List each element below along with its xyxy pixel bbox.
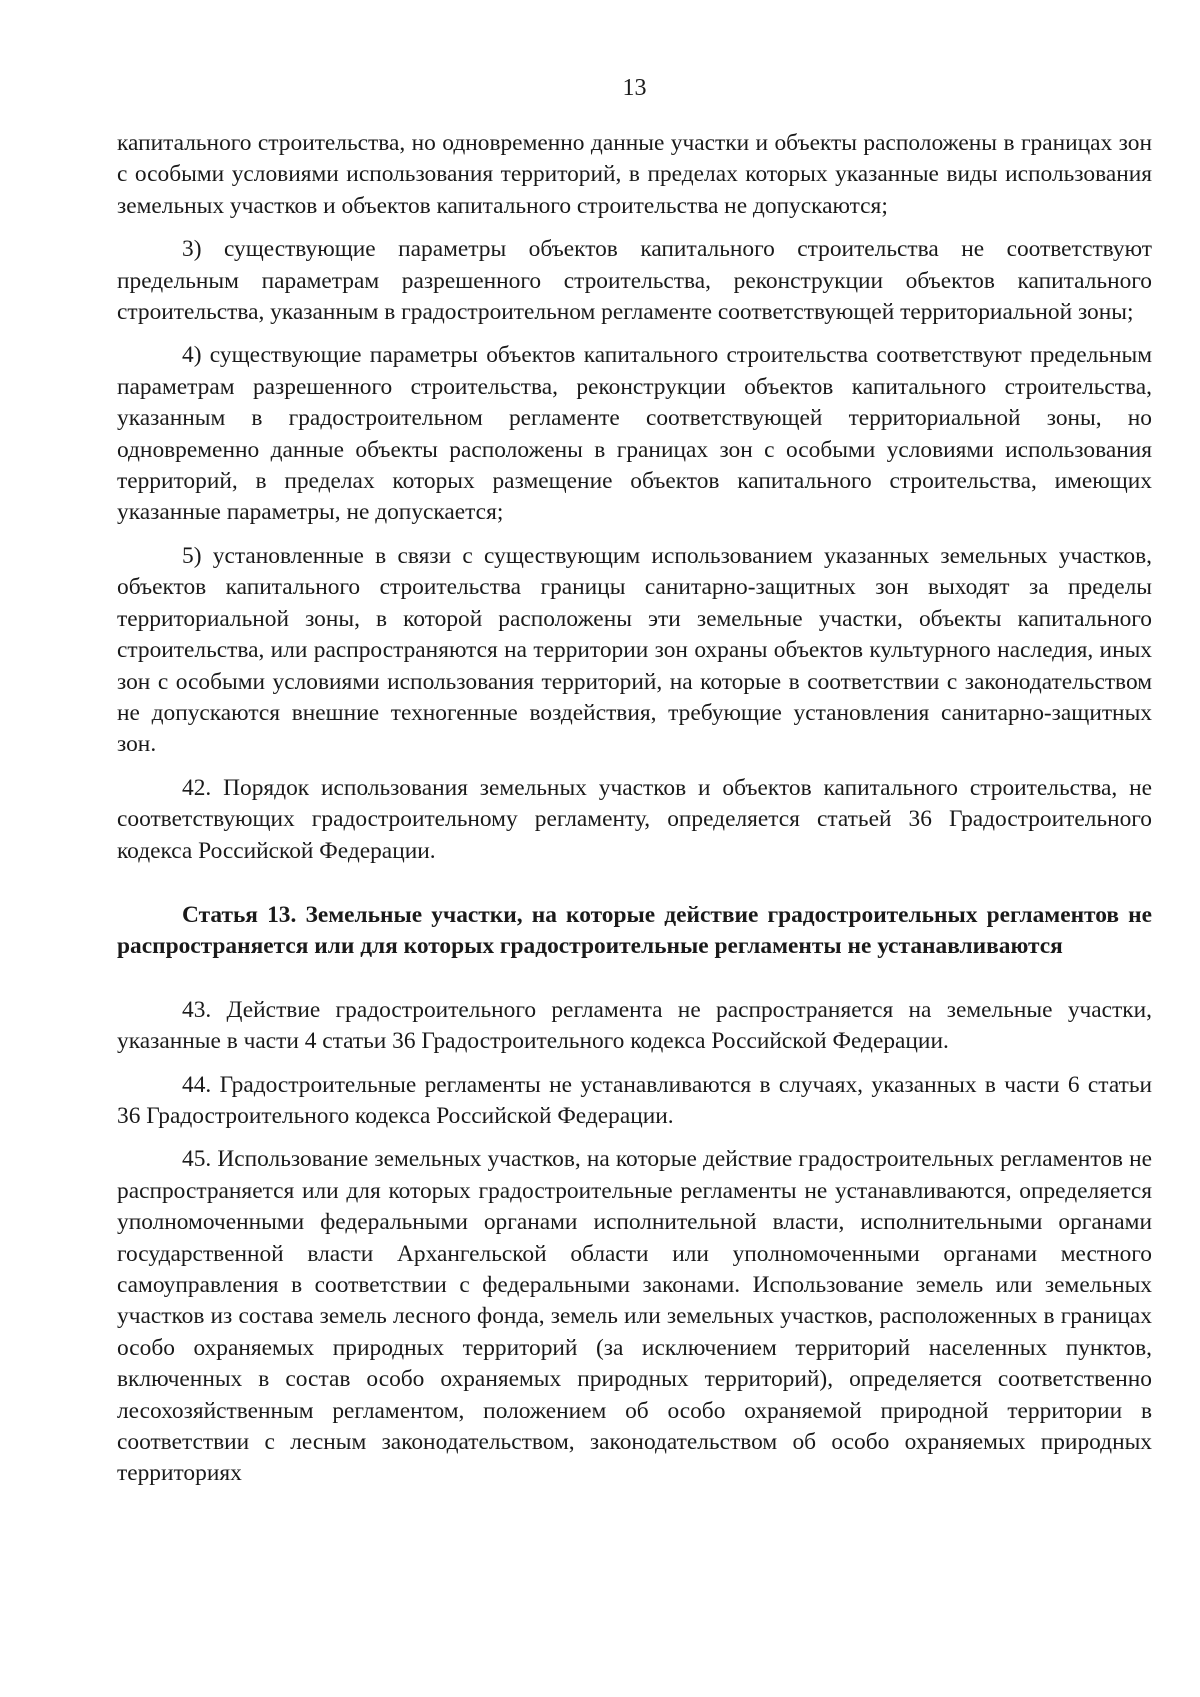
paragraph-45: 45. Использование земельных участков, на которые действие градостроительных регламентов не распространяется или для которых градостроительные регламенты не устанавливаются, определяется уполномоченными федеральными органами исполнительной власти, исполнительными органами государственной власти Архангельской области или уполномоченными органами местного самоуправления в соответствии с федеральными законами. Использование земель или земельных участков из состава земель лесного фонда, земель или земельных участков, расположенных в границах особо охраняемых природных территорий (за исключением территорий населенных пунктов, включенных в состав особо охраняемых природных территорий), определяется соответственно лесохозяйственным регламентом, положением об особо охраняемой природной территории в соответствии с лесным законодательством, законодательством об особо охраняемых природных территориях (117, 1146, 1152, 1487)
article-13-heading: Статья 13. Земельные участки, на которые действие градостроительных регламентов не распространяется или для которых градостроительные регламенты не устанавливаются (117, 901, 1152, 960)
paragraph-44: 44. Градостроительные регламенты не устанавливаются в случаях, указанных в части 6 статьи 36 Градостроительного кодекса Российской Федерации. (117, 1071, 1152, 1129)
page-number: 13 (622, 75, 647, 101)
paragraph-item-5: 5) установленные в связи с существующим использованием указанных земельных участков, объектов капитального строительства границы санитарно-защитных зон выходят за пределы территориальной зоны, в которой расположены эти земельные участки, объекты капитального строительства, или распространяются на территории зон охраны объектов культурного наследия, иных зон с особыми условиями использования территорий, на которые в соответствии с законодательством не допускаются внешние техногенные воздействия, требующие установления санитарно-защитных зон. (117, 542, 1152, 758)
document-body (117, 128, 1152, 1490)
paragraph-continuation: капитального строительства, но одновременно данные участки и объекты расположены в границах зон с особыми условиями использования территорий, в пределах которых указанные виды использования земельных участков и объектов капитального строительства не допускаются; (117, 130, 1152, 219)
paragraph-43: 43. Действие градостроительного регламента не распространяется на земельные участки, указанные в части 4 статьи 36 Градостроительного кодекса Российской Федерации. (117, 996, 1152, 1055)
paragraph-item-4: 4) существующие параметры объектов капитального строительства соответствуют предельным параметрам разрешенного строительства, реконструкции объектов капитального строительства, указанным в градостроительном регламенте соответствующей территориальной зоны, но одновременно данные объекты расположены в границах зон с особыми условиями использования территорий, в пределах которых размещение объектов капитального строительства, имеющих указанные параметры, не допускается; (117, 342, 1152, 526)
paragraph-42: 42. Порядок использования земельных участков и объектов капитального строительства, не соответствующих градостроительному регламенту, определяется статьей 36 Градостроительного кодекса Российской Федерации. (117, 774, 1152, 864)
paragraph-item-3: 3) существующие параметры объектов капитального строительства не соответствуют предельным параметрам разрешенного строительства, реконструкции объектов капитального строительства, указанным в градостроительном регламенте соответствующей территориальной зоны; (117, 236, 1152, 326)
